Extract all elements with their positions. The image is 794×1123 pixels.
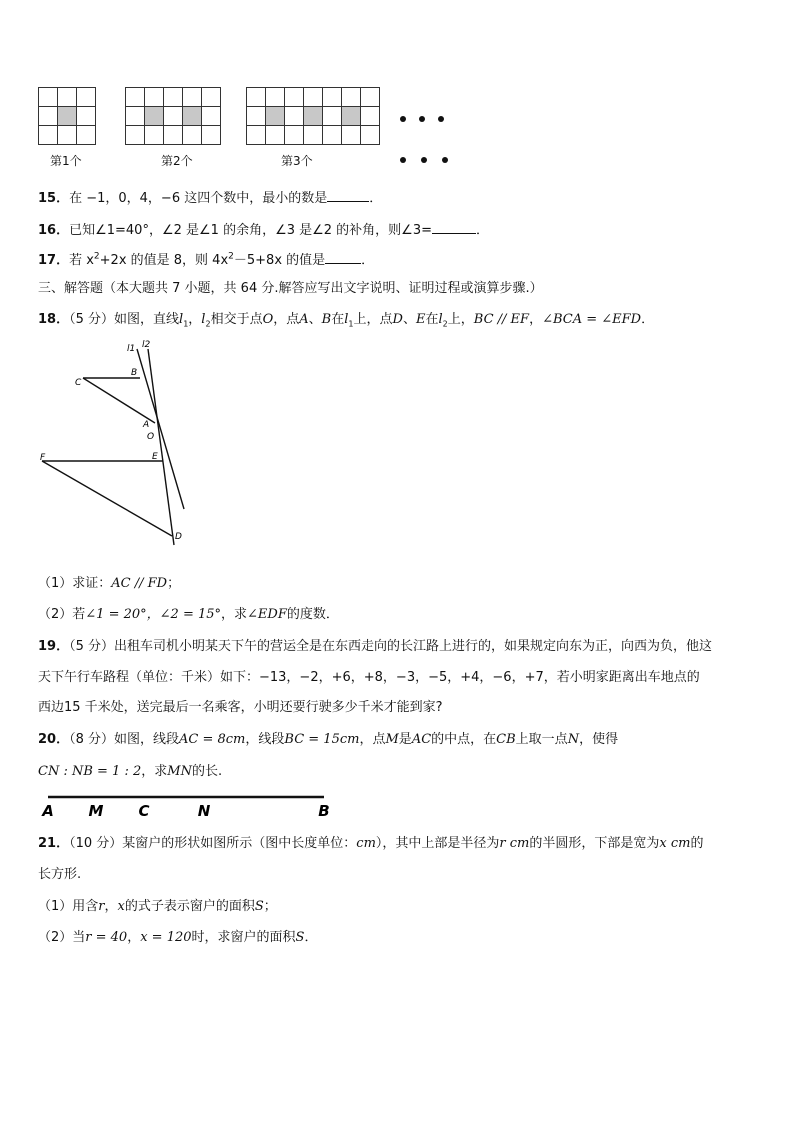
math: l — [179, 312, 184, 327]
question-end: ． — [369, 191, 383, 206]
exponent: 2 — [93, 251, 100, 262]
text: （1）求证： — [38, 576, 112, 591]
grid-cell — [285, 88, 304, 107]
text: 的度数． — [286, 607, 339, 622]
point-label-a: A — [42, 802, 54, 820]
question-19 — [38, 635, 712, 654]
grid-cell — [202, 126, 221, 145]
text: ，求 — [141, 764, 168, 779]
grid-cell — [266, 88, 285, 107]
text: 、 — [308, 312, 322, 327]
text: 在 — [425, 312, 439, 327]
math: AC = 8cm — [179, 732, 246, 747]
shaded-cell — [183, 107, 202, 126]
math: x = 120 — [140, 930, 192, 945]
shaded-cell — [304, 107, 323, 126]
question-17 — [38, 249, 374, 268]
text: 在 — [331, 312, 345, 327]
score: （10 分） — [69, 836, 123, 851]
text: 相交于点 — [210, 312, 263, 327]
score: （5 分） — [69, 312, 114, 327]
text: 如图，直线 — [114, 312, 180, 327]
grid-cell — [126, 107, 145, 126]
answer-blank[interactable] — [325, 251, 361, 264]
point-label-b: B — [318, 802, 330, 820]
grid-cell — [183, 88, 202, 107]
question-text-part: －5+8x 的值是 — [233, 253, 326, 268]
text: 上， — [447, 312, 474, 327]
question-21 — [38, 832, 704, 851]
math: CN : NB = 1 : 2 — [38, 764, 142, 779]
point-label-c: C — [138, 802, 150, 820]
question-19-line-3: 西边15 千米处，送完最后一名乘客，小明还要行驶多少千米才能到家? — [38, 700, 443, 715]
grid-cell — [285, 126, 304, 145]
text: 的中点，在 — [431, 732, 497, 747]
label-a: A — [143, 420, 150, 430]
pattern-caption-1: 第1个 — [50, 154, 82, 168]
question-18-part-2 — [38, 603, 339, 622]
math: l — [201, 312, 206, 327]
grid-cell — [126, 126, 145, 145]
grid-cell — [247, 107, 266, 126]
text: 的半圆形，下部是宽为 — [529, 836, 660, 851]
label-e: E — [152, 452, 158, 462]
text: 时，求窗户的面积 — [191, 930, 296, 945]
math: l — [344, 312, 349, 327]
math: cm — [509, 836, 530, 851]
text-line: （5 分）出租车司机小明某天下午的营运全是在东西走向的长江路上进行的，如果规定向东为正，向西为负，他这 — [69, 639, 712, 654]
math: r — [499, 836, 506, 851]
pattern-caption-3: 第3个 — [281, 154, 313, 168]
question-number: 21． — [38, 836, 70, 851]
text: ； — [167, 576, 181, 591]
question-text-part: 若 x — [69, 253, 94, 268]
pattern-grid-2 — [125, 87, 221, 145]
answer-blank[interactable] — [327, 189, 369, 202]
grid-cell — [266, 126, 285, 145]
question-21-part-2 — [38, 926, 317, 945]
grid-cell — [164, 88, 183, 107]
text: 是 — [398, 732, 412, 747]
shaded-cell — [342, 107, 361, 126]
math: ∠1 = 20°，∠2 = 15° — [85, 607, 222, 622]
subscript: 1 — [348, 319, 354, 329]
math: AC // FD — [111, 576, 168, 591]
question-20 — [38, 728, 618, 747]
grid-cell — [77, 88, 96, 107]
question-21-line-2: 长方形. — [38, 867, 82, 882]
question-18-part-1 — [38, 572, 180, 591]
subscript: 2 — [442, 319, 448, 329]
point-label-n: N — [197, 802, 211, 820]
text: 如图，线段 — [114, 732, 180, 747]
text: ． — [641, 312, 655, 327]
math: BC // EF — [473, 312, 530, 327]
question-text: 在 −1，0，4，−6 这四个数中，最小的数是 — [69, 191, 328, 206]
grid-cell — [164, 126, 183, 145]
grid-cell — [323, 126, 342, 145]
text: ， — [104, 899, 118, 914]
grid-cell — [304, 88, 323, 107]
text: ，使得 — [579, 732, 619, 747]
question-18 — [38, 308, 654, 329]
text: ， — [127, 930, 141, 945]
subscript: 2 — [205, 319, 211, 329]
grid-cell — [39, 107, 58, 126]
section-heading: 三、解答题（本大题共 7 小题，共 64 分.解答应写出文字说明、证明过程或演算步骤.） — [38, 281, 543, 296]
math: ∠BCA = ∠EFD — [542, 312, 642, 327]
question-number: 17． — [38, 253, 70, 268]
math: l — [438, 312, 443, 327]
grid-cell — [202, 107, 221, 126]
exponent: 2 — [228, 251, 234, 262]
question-text-part: +2x 的值是 8，则 4x — [99, 253, 229, 268]
math: ∠EDF — [247, 607, 287, 622]
question-end: ． — [476, 223, 490, 238]
math: r = 40 — [85, 930, 128, 945]
question-end: ． — [361, 253, 375, 268]
math: MN — [167, 764, 192, 779]
q20-segment-figure — [36, 784, 346, 820]
grid-cell — [77, 126, 96, 145]
question-16 — [38, 219, 489, 238]
question-number: 16． — [38, 223, 70, 238]
math: A — [299, 312, 309, 327]
text: ， — [188, 312, 202, 327]
point-label-m: M — [88, 802, 104, 820]
shaded-cell — [266, 107, 285, 126]
text: ， — [529, 312, 543, 327]
label-c: C — [75, 378, 82, 388]
grid-cell — [126, 88, 145, 107]
q18-figure — [30, 335, 210, 550]
answer-blank[interactable] — [432, 221, 476, 234]
grid-cell — [164, 107, 183, 126]
math: CB — [496, 732, 516, 747]
math: S — [254, 899, 264, 914]
grid-cell — [58, 88, 77, 107]
segment-ca — [83, 378, 155, 423]
line-l2 — [148, 349, 174, 545]
text: 上取一点 — [515, 732, 568, 747]
text: 、 — [402, 312, 416, 327]
question-19-line-2: 天下午行车路程（单位：千米）如下：−13，−2，+6，+8，−3，−5，+4，−6，+7，若小明家距离出车地点的 — [38, 670, 700, 685]
grid-cell — [77, 107, 96, 126]
math: B — [321, 312, 332, 327]
grid-cell — [247, 88, 266, 107]
grid-cell — [323, 107, 342, 126]
text: ，线段 — [245, 732, 285, 747]
question-number: 19． — [38, 639, 70, 654]
text: （2）当 — [38, 930, 86, 945]
text: ； — [263, 899, 277, 914]
math: E — [415, 312, 426, 327]
math: M — [385, 732, 399, 747]
text: 的式子表示窗户的面积 — [124, 899, 255, 914]
segment-fd — [42, 461, 172, 536]
text: 上，点 — [353, 312, 393, 327]
grid-cell — [342, 88, 361, 107]
grid-cell — [39, 126, 58, 145]
grid-cell — [361, 88, 380, 107]
question-20-line-2 — [38, 760, 222, 779]
text: （1）用含 — [38, 899, 99, 914]
label-l1: l1 — [127, 344, 136, 354]
text: 的长. — [191, 764, 223, 779]
math: D — [392, 312, 403, 327]
pattern-grid-1 — [38, 87, 96, 145]
grid-cell — [202, 88, 221, 107]
math: cm — [356, 836, 376, 851]
math: r — [98, 899, 105, 914]
question-21-part-1 — [38, 895, 277, 914]
grid-cell — [323, 88, 342, 107]
score: （8 分） — [69, 732, 114, 747]
text: ． — [304, 930, 318, 945]
math: S — [295, 930, 305, 945]
math: N — [567, 732, 580, 747]
text: ，求 — [221, 607, 248, 622]
question-number: 18． — [38, 312, 70, 327]
text: （2）若 — [38, 607, 86, 622]
grid-cell — [285, 107, 304, 126]
question-text: 已知∠1=40°，∠2 是∠1 的余角，∠3 是∠2 的补角，则∠3= — [69, 223, 433, 238]
pattern-caption-2: 第2个 — [161, 154, 193, 168]
math: O — [262, 312, 274, 327]
label-f: F — [40, 453, 46, 463]
math: x — [117, 899, 125, 914]
text: ），其中上部是半径为 — [375, 836, 500, 851]
pattern-grid-3 — [246, 87, 380, 145]
text: 某窗户的形状如图所示（图中长度单位： — [122, 836, 357, 851]
math: AC — [411, 732, 432, 747]
grid-cell — [145, 88, 164, 107]
grid-cell — [183, 126, 202, 145]
question-15 — [38, 187, 382, 206]
text: ，点 — [359, 732, 386, 747]
grid-cell — [361, 126, 380, 145]
grid-cell — [247, 126, 266, 145]
text: 的 — [690, 836, 704, 851]
math: BC = 15cm — [284, 732, 360, 747]
label-l2: l2 — [142, 340, 151, 350]
text: ，点 — [273, 312, 300, 327]
shaded-cell — [145, 107, 164, 126]
shaded-cell — [58, 107, 77, 126]
question-number: 20． — [38, 732, 70, 747]
subscript: 1 — [183, 319, 189, 329]
grid-cell — [304, 126, 323, 145]
grid-cell — [342, 126, 361, 145]
math: cm — [670, 836, 691, 851]
label-b: B — [131, 368, 138, 378]
question-number: 15． — [38, 191, 70, 206]
grid-cell — [145, 126, 164, 145]
grid-cell — [58, 126, 77, 145]
label-d: D — [175, 532, 182, 542]
label-o: O — [147, 432, 155, 442]
grid-cell — [39, 88, 58, 107]
math: x — [659, 836, 667, 851]
grid-cell — [361, 107, 380, 126]
